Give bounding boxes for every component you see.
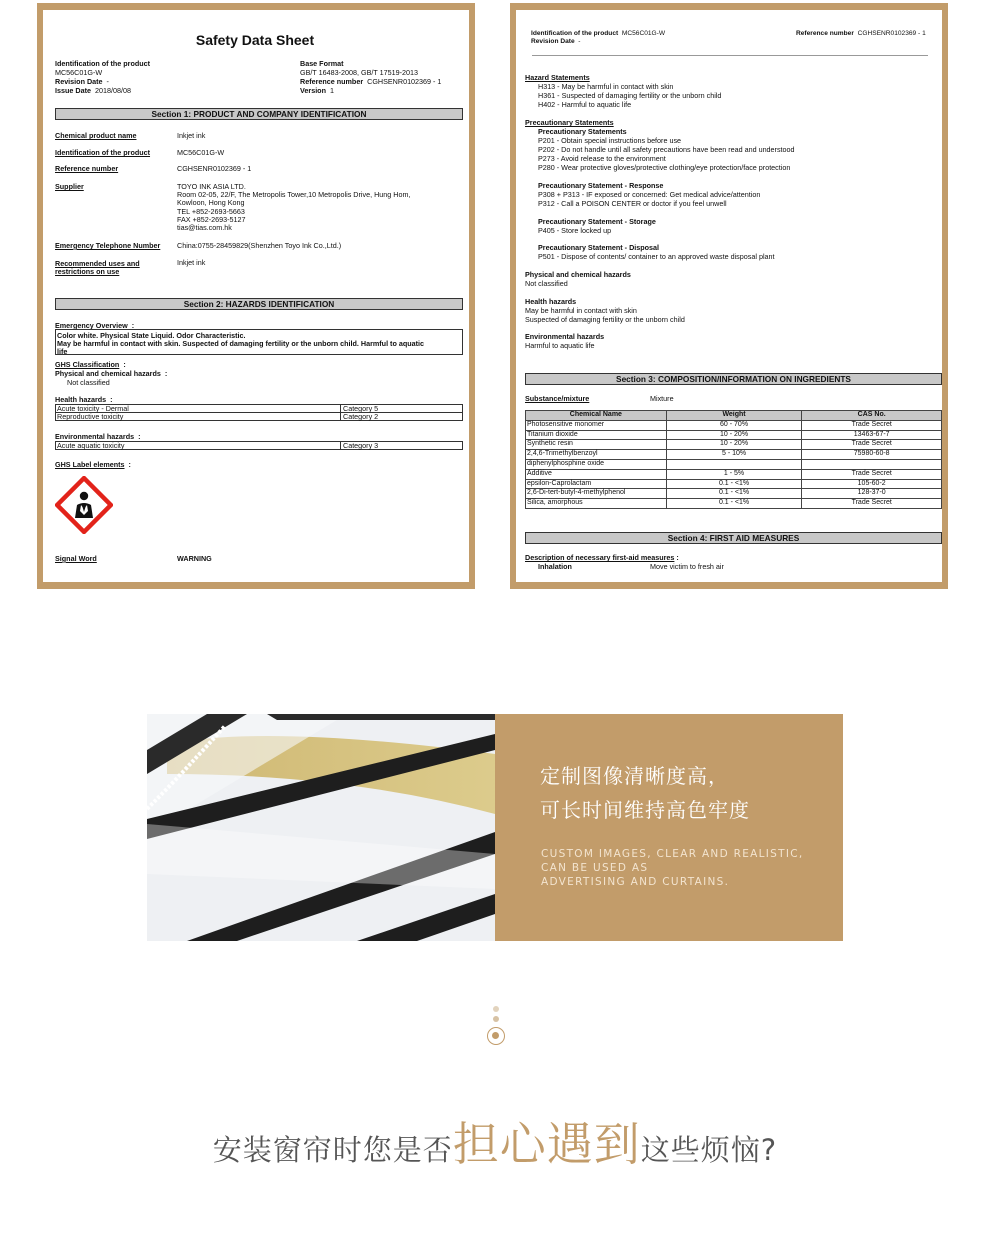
prevention-statement: P201 - Obtain special instructions before use xyxy=(538,136,682,145)
response-heading: Precautionary Statement - Response xyxy=(538,181,664,190)
column-header: CAS No. xyxy=(802,411,942,421)
chemical-name-cell: Additive xyxy=(526,469,667,479)
emergency-phone-label: Emergency Telephone Number xyxy=(55,241,161,250)
feature-banner xyxy=(147,714,843,941)
weight-cell: 10 - 20% xyxy=(666,430,802,440)
sds-page-1 xyxy=(43,10,469,582)
substance-value: Mixture xyxy=(650,394,674,403)
column-header: Chemical Name xyxy=(526,411,667,421)
sds-page-2-frame xyxy=(510,3,948,589)
cas-cell: Trade Secret xyxy=(802,420,942,430)
chemical-name-cell: epsilon-Caprolactam xyxy=(526,479,667,489)
emergency-overview-heading: Emergency Overview : xyxy=(55,321,135,330)
headline-emphasis: 担心遇到 xyxy=(452,1117,641,1171)
table-row xyxy=(526,420,942,430)
table-row xyxy=(526,459,942,469)
table-row xyxy=(526,479,942,489)
chemical-name-cell: 2,4,6-Trimethylbenzoyl xyxy=(526,450,667,460)
cas-cell: Trade Secret xyxy=(802,440,942,450)
table-row xyxy=(526,469,942,479)
ghs-label-elements-heading: GHS Label elements : xyxy=(55,460,131,469)
weight-cell: 5 - 10% xyxy=(666,450,802,460)
signal-word-label: Signal Word xyxy=(55,554,97,563)
supplier-line: Room 02-05, 22/F, The Metropolis Tower,10 Metropolis Drive, Hung Hom, xyxy=(177,190,411,199)
weight-cell: 0.1 - <1% xyxy=(666,479,802,489)
page-title: Safety Data Sheet xyxy=(195,32,315,48)
hazard-row xyxy=(55,441,463,450)
chemical-name-cell: 2,6-Di-tert-butyl-4-methylphenol xyxy=(526,489,667,499)
supplier-email: tias@tias.com.hk xyxy=(177,223,232,232)
phys-chem-heading: Physical and chemical hazards : xyxy=(55,369,168,378)
blinds-illustration xyxy=(147,714,495,941)
cas-cell: Trade Secret xyxy=(802,469,942,479)
banner-en-line-2: CAN BE USED AS xyxy=(541,862,649,874)
hazard-category: Category 2 xyxy=(343,412,379,421)
ring-dot xyxy=(487,1027,505,1045)
chemical-name-cell: Photosensitive monomer xyxy=(526,420,667,430)
hazard-statement: H402 - Harmful to aquatic life xyxy=(538,100,632,109)
first-aid-heading: Description of necessary first-aid measures : xyxy=(525,553,679,562)
dot xyxy=(493,1016,499,1022)
supplier-line: Kowloon, Hong Kong xyxy=(177,198,245,207)
health-hazards-heading: Health hazards : xyxy=(55,395,113,404)
revision-row: Revision Date - xyxy=(55,77,109,86)
weight-cell: 0.1 - <1% xyxy=(666,489,802,499)
prevention-heading: Precautionary Statements xyxy=(538,127,627,136)
phys-chem-value: Not classified xyxy=(67,378,110,387)
table-row xyxy=(526,440,942,450)
chemical-name-cell: Silica, amorphous xyxy=(526,499,667,509)
weight-cell xyxy=(666,459,802,469)
header-divider xyxy=(532,55,928,56)
weight-cell: 0.1 - <1% xyxy=(666,499,802,509)
inhalation-label: Inhalation xyxy=(538,562,572,571)
chemical-name-cell: Titanium dioxide xyxy=(526,430,667,440)
chemical-name-cell: Synthetic resin xyxy=(526,440,667,450)
supplier-line: TOYO INK ASIA LTD. xyxy=(177,182,246,191)
header-reference: Reference number CGHSENR0102369 - 1 xyxy=(796,30,926,37)
overview-line-3: life xyxy=(57,347,68,356)
cas-cell: 13463-67-7 xyxy=(802,430,942,440)
issue-row: Issue Date 2018/08/08 xyxy=(55,86,131,95)
response-statement: P308 + P313 - IF exposed or concerned: Get medical advice/attention xyxy=(538,190,761,199)
banner-text-panel xyxy=(495,714,843,941)
inhalation-value: Move victim to fresh air xyxy=(650,562,724,571)
composition-table xyxy=(525,410,942,509)
hazard-category: Category 5 xyxy=(343,404,379,413)
uses-label: Recommended uses and xyxy=(55,259,140,268)
section-4-bar: Section 4: FIRST AID MEASURES xyxy=(525,532,942,544)
hazard-row xyxy=(55,412,463,421)
sds-page-1-frame xyxy=(37,3,475,589)
dot xyxy=(493,1006,499,1012)
hazard-name: Acute aquatic toxicity xyxy=(57,441,125,450)
base-format-label: Base Format xyxy=(300,59,344,68)
prevention-statement: P280 - Wear protective gloves/protective clothing/eye protection/face protection xyxy=(538,163,791,172)
banner-cn-line-1: 定制图像清晰度高， xyxy=(540,764,729,788)
health-hazards-heading: Health hazards xyxy=(525,297,577,306)
overview-line-2: May be harmful in contact with skin. Suspected of damaging fertility or the unborn child. Harmful to aquatic xyxy=(57,339,425,348)
weight-cell: 60 - 70% xyxy=(666,420,802,430)
hazard-statement: H361 - Suspected of damaging fertility or the unborn child xyxy=(538,91,722,100)
precautionary-heading: Precautionary Statements xyxy=(525,118,614,127)
id-value: MC56C01G-W xyxy=(55,68,103,77)
reference-row: Reference number CGHSENR0102369 - 1 xyxy=(300,77,442,86)
cas-cell: 105-60-2 xyxy=(802,479,942,489)
cas-cell: Trade Secret xyxy=(802,499,942,509)
chemical-name-cell: diphenylphosphine oxide xyxy=(526,459,667,469)
headline-part-1: 安装窗帘时您是否 xyxy=(212,1133,453,1167)
table-header-row xyxy=(526,411,942,421)
hazard-statements-heading: Hazard Statements xyxy=(525,73,590,82)
product-name-label: Chemical product name xyxy=(55,131,137,140)
uses-label-line2: restrictions on use xyxy=(55,267,120,276)
table-row xyxy=(526,499,942,509)
prevention-statement: P202 - Do not handle until all safety precautions have been read and understood xyxy=(538,145,795,154)
table-row xyxy=(526,450,942,460)
section-3-bar: Section 3: COMPOSITION/INFORMATION ON INGREDIENTS xyxy=(525,373,942,385)
cas-cell: 75980-60-8 xyxy=(802,450,942,460)
phys-chem-value: Not classified xyxy=(525,279,568,288)
signal-word-value: WARNING xyxy=(177,554,212,563)
health-hazard-line: May be harmful in contact with skin xyxy=(525,306,637,315)
weight-cell: 1 - 5% xyxy=(666,469,802,479)
base-format-value: GB/T 16483-2008, GB/T 17519-2013 xyxy=(300,68,419,77)
supplier-label: Supplier xyxy=(55,182,84,191)
section-headline xyxy=(0,1108,990,1174)
emergency-overview-box xyxy=(55,329,463,355)
hazard-name: Acute toxicity - Dermal xyxy=(57,404,129,413)
emergency-phone-value: China:0755-28459829(Shenzhen Toyo Ink Co.,Ltd.) xyxy=(177,241,342,250)
health-hazard-line: Suspected of damaging fertility or the unborn child xyxy=(525,315,685,324)
env-hazards-value: Harmful to aquatic life xyxy=(525,341,595,350)
prevention-statement: P273 - Avoid release to the environment xyxy=(538,154,666,163)
banner-cn-line-2: 可长时间维持高色牢度 xyxy=(540,798,750,822)
blinds-photo xyxy=(147,714,495,941)
table-row xyxy=(526,430,942,440)
reference-label: Reference number xyxy=(55,164,119,173)
section-1-bar: Section 1: PRODUCT AND COMPANY IDENTIFICATION xyxy=(55,108,463,120)
storage-statement: P405 - Store locked up xyxy=(538,226,612,235)
uses-value: Inkjet ink xyxy=(177,258,206,267)
header-revision: Revision Date - xyxy=(531,38,581,45)
weight-cell: 10 - 20% xyxy=(666,440,802,450)
substance-label: Substance/mixture xyxy=(525,394,590,403)
product-id-label: Identification of the product xyxy=(55,148,151,157)
env-hazards-heading: Environmental hazards xyxy=(525,332,605,341)
ghs-classification-heading: GHS Classification : xyxy=(55,360,126,369)
env-hazards-heading: Environmental hazards : xyxy=(55,432,141,441)
disposal-heading: Precautionary Statement - Disposal xyxy=(538,243,660,252)
hazard-statement: H313 - May be harmful in contact with skin xyxy=(538,82,674,91)
column-header: Weight xyxy=(666,411,802,421)
cas-cell xyxy=(802,459,942,469)
disposal-statement: P501 - Dispose of contents/ container to an approved waste disposal plant xyxy=(538,252,775,261)
health-hazard-pictogram xyxy=(55,476,113,534)
id-label: Identification of the product xyxy=(55,59,151,68)
header-id: Identification of the product MC56C01G-W xyxy=(531,30,666,37)
phys-chem-heading: Physical and chemical hazards xyxy=(525,270,631,279)
headline-part-2: 这些烦恼? xyxy=(640,1133,778,1167)
product-id-value: MC56C01G-W xyxy=(177,148,225,157)
cas-cell: 128-37-0 xyxy=(802,489,942,499)
overview-line-1: Color white. Physical State Liquid. Odor Characteristic. xyxy=(57,331,246,340)
table-row xyxy=(526,489,942,499)
product-name-value: Inkjet ink xyxy=(177,131,206,140)
reference-value: CGHSENR0102369 - 1 xyxy=(177,164,252,173)
banner-en-line-1: CUSTOM IMAGES, CLEAR AND REALISTIC, xyxy=(541,848,804,860)
storage-heading: Precautionary Statement - Storage xyxy=(538,217,656,226)
response-statement: P312 - Call a POISON CENTER or doctor if you feel unwell xyxy=(538,199,727,208)
hazard-name: Reproductive toxicity xyxy=(57,412,124,421)
supplier-line: TEL +852-2693-5663 xyxy=(177,207,245,216)
hazard-category: Category 3 xyxy=(343,441,379,450)
sds-page-2 xyxy=(516,10,942,582)
supplier-line: FAX +852-2693-5127 xyxy=(177,215,246,224)
version-row: Version 1 xyxy=(300,86,334,95)
section-2-bar: Section 2: HAZARDS IDENTIFICATION xyxy=(55,298,463,310)
banner-en-line-3: ADVERTISING AND CURTAINS. xyxy=(541,876,730,888)
